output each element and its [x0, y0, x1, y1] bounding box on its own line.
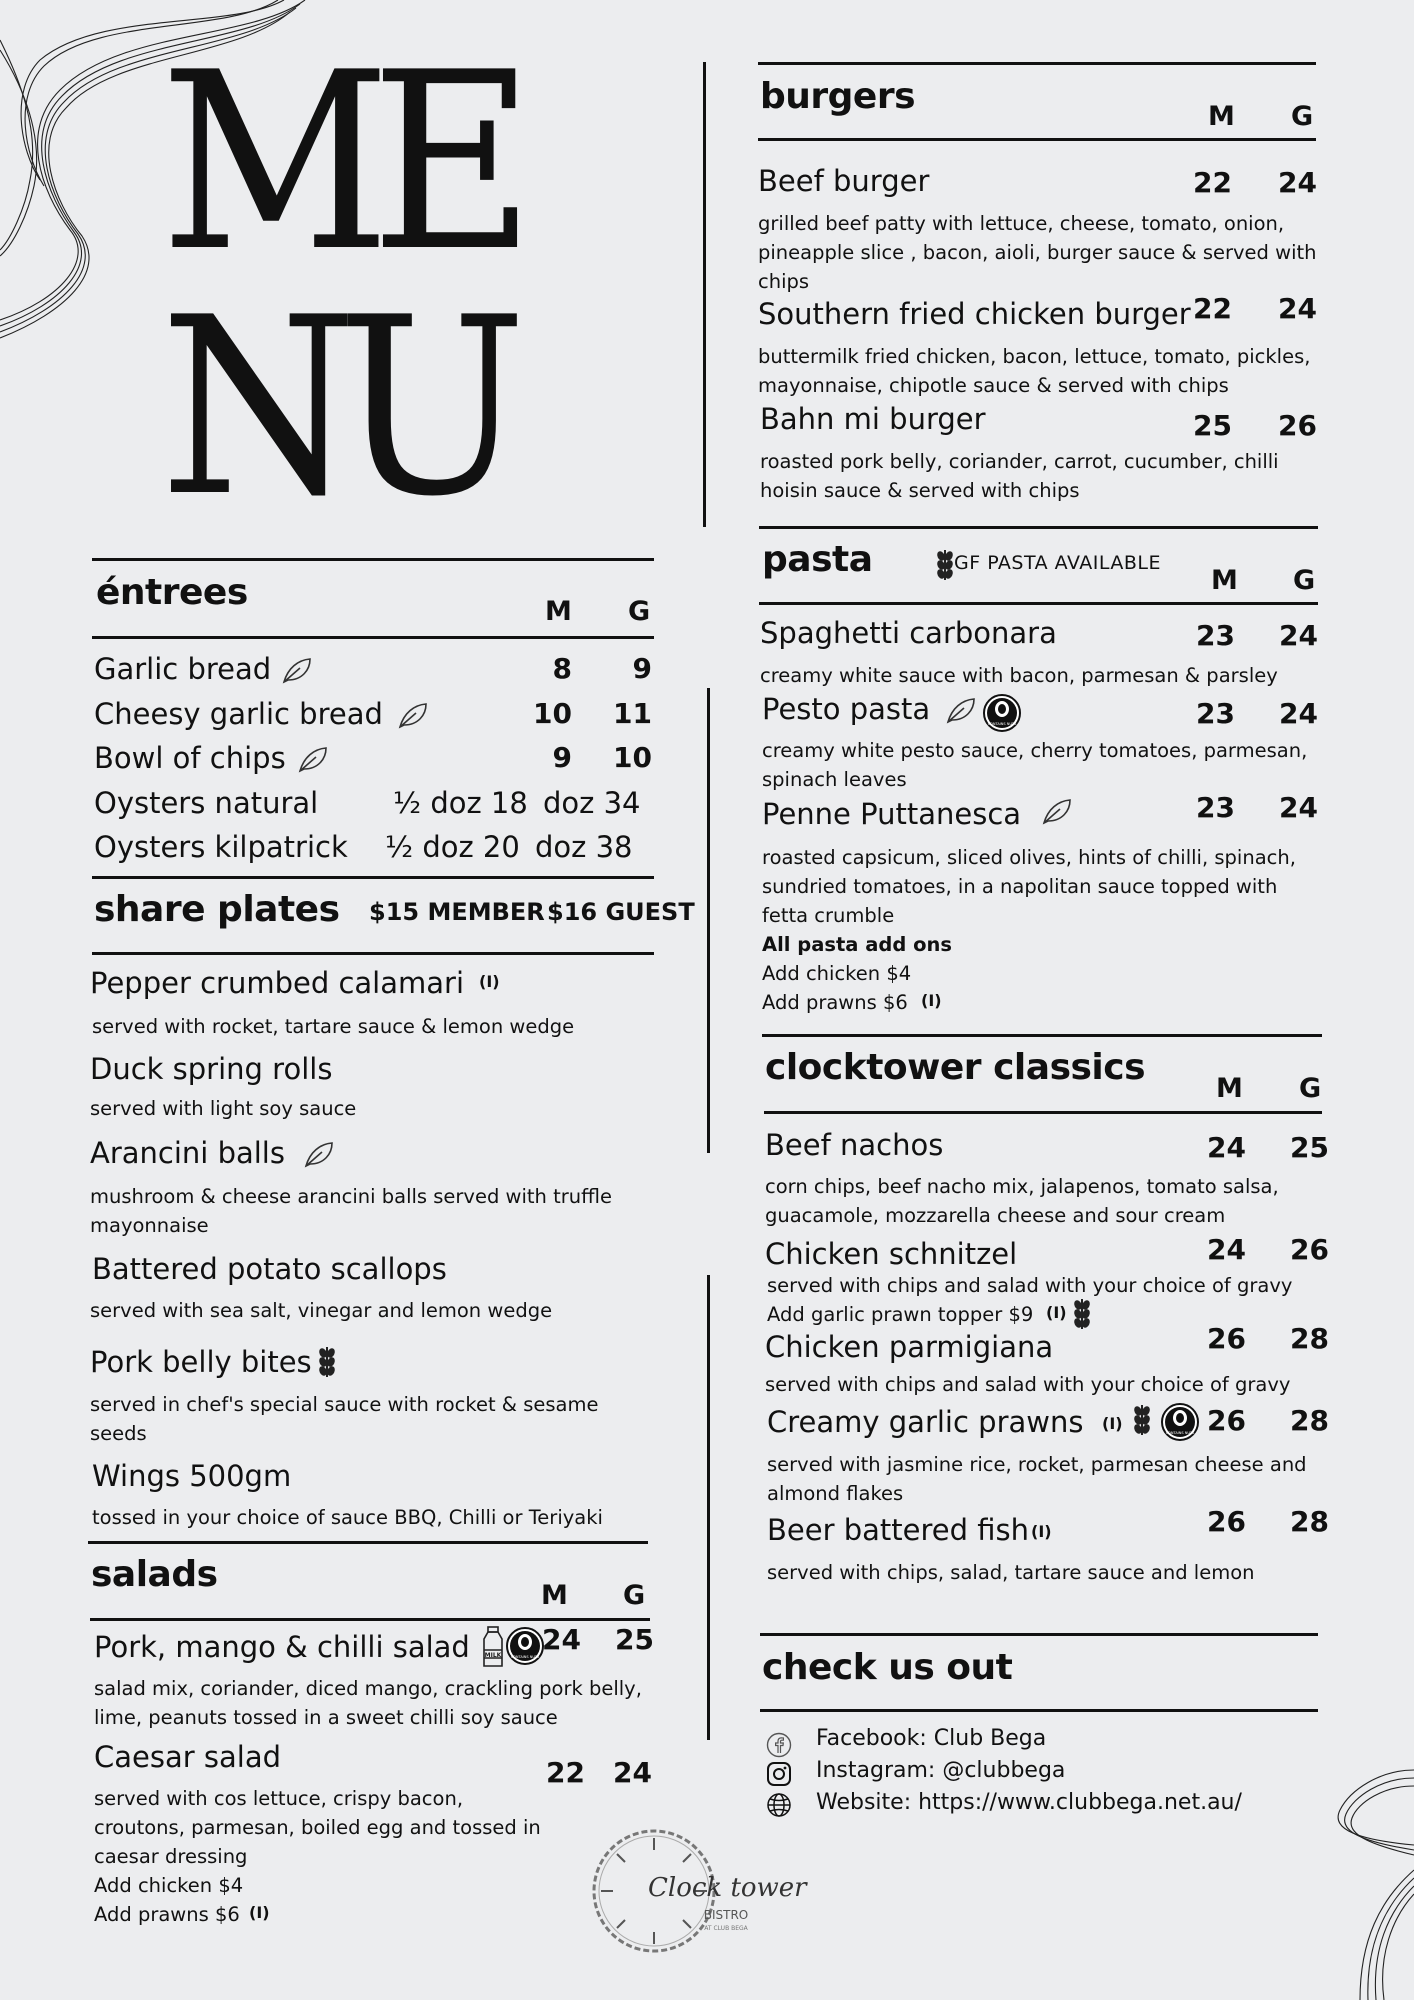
- classic-price-m: 26: [1207, 1505, 1246, 1538]
- entree-name: Oysters kilpatrick: [94, 830, 348, 864]
- leaf-icon: [302, 1140, 336, 1170]
- pasta-addons-title: All pasta add ons: [762, 933, 952, 956]
- divider: [92, 558, 654, 561]
- burger-price-g: 24: [1278, 292, 1317, 325]
- salads-m-label: M: [541, 1580, 568, 1611]
- divider: [88, 1541, 648, 1544]
- salad-price-m: 22: [546, 1756, 585, 1789]
- entree-price-half-doz: ½ doz 18: [393, 786, 528, 820]
- share-item-desc: served with sea salt, vinegar and lemon wedge: [90, 1299, 553, 1322]
- pasta-price-m: 23: [1196, 791, 1235, 824]
- share-item-name: Duck spring rolls: [90, 1052, 333, 1086]
- burger-desc: grilled beef patty with lettuce, cheese, tomato, onion,: [758, 212, 1285, 235]
- entree-name: Bowl of chips: [94, 741, 286, 775]
- divider: [92, 636, 654, 639]
- entree-price-m: 8: [552, 652, 572, 685]
- burgers-m-label: M: [1208, 101, 1235, 132]
- entree-price-half-doz: ½ doz 20: [385, 830, 520, 864]
- pasta-name: Pesto pasta: [762, 692, 931, 726]
- facebook-link[interactable]: Facebook: Club Bega: [816, 1726, 1047, 1751]
- classic-addon-tag: (I): [1046, 1303, 1067, 1322]
- burger-price-g: 24: [1278, 166, 1317, 199]
- divider: [760, 1709, 1318, 1712]
- burger-desc: mayonnaise, chipotle sauce & served with chips: [758, 374, 1229, 397]
- classic-name: Chicken parmigiana: [765, 1330, 1054, 1364]
- divider: [92, 952, 654, 955]
- leaf-icon: [944, 696, 978, 726]
- divider-vertical: [707, 688, 710, 1153]
- salad-addon: Add prawns $6: [94, 1903, 240, 1926]
- clocktower-bistro-logo: [588, 1826, 807, 1956]
- classic-price-m: 26: [1207, 1322, 1246, 1355]
- svg-text:CONTAINS NUTS: CONTAINS NUTS: [510, 1655, 540, 1659]
- divider: [760, 1633, 1318, 1636]
- pasta-desc: roasted capsicum, sliced olives, hints of chilli, spinach,: [762, 846, 1296, 869]
- divider: [92, 876, 654, 879]
- share-plates-heading: share plates: [94, 889, 340, 930]
- classic-price-g: 25: [1290, 1131, 1329, 1164]
- divider: [762, 1034, 1322, 1037]
- burger-name: Southern fried chicken burger: [758, 297, 1191, 331]
- salad-name: Caesar salad: [94, 1740, 281, 1774]
- burger-name: Bahn mi burger: [760, 402, 986, 436]
- pasta-addon: Add prawns $6: [762, 991, 908, 1014]
- svg-text:MILK: MILK: [484, 1652, 502, 1659]
- salad-addon: Add chicken $4: [94, 1874, 244, 1897]
- svg-text:CONTAINS NUTS: CONTAINS NUTS: [987, 722, 1017, 726]
- classic-name: Creamy garlic prawns: [767, 1405, 1084, 1439]
- wheat-icon: [315, 1343, 339, 1379]
- pasta-g-label: G: [1293, 565, 1316, 596]
- pasta-desc: fetta crumble: [762, 904, 895, 927]
- instagram-icon: [766, 1761, 792, 1787]
- classics-m-label: M: [1216, 1073, 1243, 1104]
- classic-desc: served with chips, salad, tartare sauce and lemon: [767, 1561, 1255, 1584]
- classic-name: Beer battered fish: [767, 1513, 1029, 1547]
- share-member-price: $15 MEMBER: [369, 898, 545, 926]
- divider: [90, 1618, 650, 1621]
- share-item-name: Pork belly bites: [90, 1345, 312, 1379]
- divider: [759, 602, 1318, 605]
- divider: [758, 138, 1316, 141]
- share-item-desc: tossed in your choice of sauce BBQ, Chilli or Teriyaki: [92, 1506, 603, 1529]
- divider-vertical: [703, 62, 706, 527]
- burger-desc: hoisin sauce & served with chips: [760, 479, 1080, 502]
- classic-price-g: 28: [1290, 1322, 1329, 1355]
- milk-icon: [481, 1626, 505, 1668]
- entree-name: Oysters natural: [94, 786, 319, 820]
- share-guest-price: $16 GUEST: [547, 898, 695, 926]
- burger-price-m: 22: [1193, 166, 1232, 199]
- pasta-addon-tag: (I): [921, 991, 942, 1010]
- burger-desc: pineapple slice , bacon, aioli, burger sauce & served with: [758, 241, 1317, 264]
- menu-title-line2: NU: [160, 265, 507, 550]
- pasta-price-m: 23: [1196, 697, 1235, 730]
- svg-text:CONTAINS NUTS: CONTAINS NUTS: [1165, 1431, 1195, 1435]
- entrees-heading: éntrees: [96, 572, 248, 613]
- divider-vertical: [707, 1275, 710, 1740]
- share-item-desc: served with rocket, tartare sauce & lemon wedge: [92, 1015, 575, 1038]
- entree-price-g: 10: [613, 741, 652, 774]
- divider: [764, 1111, 1322, 1114]
- entree-price-g: 11: [613, 697, 652, 730]
- share-item-desc: served in chef's special sauce with rocket & sesame: [90, 1393, 599, 1416]
- classic-price-m: 24: [1207, 1233, 1246, 1266]
- nut-badge-icon: [982, 693, 1022, 733]
- website-link[interactable]: Website: https://www.clubbega.net.au/: [816, 1790, 1242, 1815]
- share-item-name: Pepper crumbed calamari: [90, 966, 465, 1000]
- salad-addon-tag: (I): [249, 1903, 270, 1922]
- svg-text:Clock tower: Clock tower: [648, 1873, 807, 1903]
- classics-g-label: G: [1299, 1073, 1322, 1104]
- gf-pasta-note: GF PASTA AVAILABLE: [954, 552, 1161, 574]
- share-item-desc: mushroom & cheese arancini balls served with truffle: [90, 1185, 612, 1208]
- leaf-icon: [1040, 797, 1074, 827]
- share-item-name: Arancini balls: [90, 1136, 285, 1170]
- salad-price-g: 25: [615, 1623, 654, 1656]
- burger-desc: chips: [758, 270, 810, 293]
- classic-desc: almond flakes: [767, 1482, 904, 1505]
- globe-icon: [766, 1792, 792, 1818]
- pasta-price-g: 24: [1279, 697, 1318, 730]
- pasta-heading: pasta: [762, 539, 873, 580]
- burger-desc: buttermilk fried chicken, bacon, lettuce, tomato, pickles,: [758, 345, 1311, 368]
- pasta-desc: creamy white sauce with bacon, parmesan & parsley: [760, 664, 1278, 687]
- classic-price-m: 24: [1207, 1131, 1246, 1164]
- pasta-desc: sundried tomatoes, in a napolitan sauce topped with: [762, 875, 1278, 898]
- check-us-out-heading: check us out: [762, 1647, 1013, 1688]
- burger-price-m: 22: [1193, 292, 1232, 325]
- burgers-heading: burgers: [760, 76, 916, 117]
- share-item-desc: served with light soy sauce: [90, 1097, 357, 1120]
- entrees-g-label: G: [628, 596, 651, 627]
- classic-desc: served with chips and salad with your choice of gravy: [767, 1274, 1293, 1297]
- pasta-price-g: 24: [1279, 619, 1318, 652]
- nut-badge-icon: [1160, 1402, 1200, 1442]
- wheat-icon: [1130, 1401, 1154, 1437]
- pasta-name: Penne Puttanesca: [762, 797, 1022, 831]
- leaf-icon: [396, 701, 430, 731]
- divider: [759, 526, 1318, 529]
- salads-g-label: G: [623, 1580, 646, 1611]
- burger-price-g: 26: [1278, 409, 1317, 442]
- pasta-desc: spinach leaves: [762, 768, 907, 791]
- burgers-g-label: G: [1291, 101, 1314, 132]
- entree-price-g: 9: [632, 652, 652, 685]
- instagram-link[interactable]: Instagram: @clubbega: [816, 1758, 1066, 1783]
- classic-price-g: 26: [1290, 1233, 1329, 1266]
- svg-text:AT CLUB BEGA: AT CLUB BEGA: [704, 1925, 748, 1932]
- classic-item-tag: (I): [1031, 1522, 1052, 1541]
- salad-desc: lime, peanuts tossed in a sweet chilli soy sauce: [94, 1706, 558, 1729]
- burger-desc: roasted pork belly, coriander, carrot, cucumber, chilli: [760, 450, 1279, 473]
- entree-price-doz: doz 38: [535, 830, 633, 864]
- classic-desc: guacamole, mozzarella cheese and sour cream: [765, 1204, 1226, 1227]
- leaf-icon: [296, 745, 330, 775]
- entree-price-doz: doz 34: [543, 786, 641, 820]
- salad-price-g: 24: [613, 1756, 652, 1789]
- classics-heading: clocktower classics: [765, 1047, 1146, 1088]
- pasta-name: Spaghetti carbonara: [760, 616, 1057, 650]
- salad-desc: served with cos lettuce, crispy bacon,: [94, 1787, 464, 1810]
- wheat-icon: [1070, 1295, 1094, 1331]
- salad-desc: croutons, parmesan, boiled egg and tossed in: [94, 1816, 541, 1839]
- classic-name: Chicken schnitzel: [765, 1237, 1018, 1271]
- decorative-swirl-bottom-right: [1320, 1750, 1414, 2000]
- classic-desc: served with chips and salad with your choice of gravy: [765, 1373, 1291, 1396]
- share-item-name: Wings 500gm: [92, 1459, 292, 1493]
- svg-text:BISTRO: BISTRO: [703, 1908, 749, 1922]
- share-item-desc: seeds: [90, 1422, 147, 1445]
- share-item-tag: (I): [479, 972, 500, 991]
- classic-name: Beef nachos: [765, 1128, 944, 1162]
- classic-price-m: 26: [1207, 1404, 1246, 1437]
- share-item-desc: mayonnaise: [90, 1214, 209, 1237]
- salad-desc: caesar dressing: [94, 1845, 248, 1868]
- share-item-name: Battered potato scallops: [92, 1252, 447, 1286]
- pasta-price-m: 23: [1196, 619, 1235, 652]
- leaf-icon: [280, 656, 314, 686]
- classic-desc: served with jasmine rice, rocket, parmesan cheese and: [767, 1453, 1307, 1476]
- entrees-m-label: M: [545, 596, 572, 627]
- burger-name: Beef burger: [758, 164, 930, 198]
- menu-title-line1: ME: [160, 20, 515, 305]
- salads-heading: salads: [91, 1554, 218, 1595]
- classic-price-g: 28: [1290, 1505, 1329, 1538]
- divider: [758, 62, 1316, 65]
- pasta-m-label: M: [1211, 565, 1238, 596]
- burger-price-m: 25: [1193, 409, 1232, 442]
- salad-name: Pork, mango & chilli salad: [94, 1630, 470, 1664]
- pasta-desc: creamy white pesto sauce, cherry tomatoes, parmesan,: [762, 739, 1308, 762]
- salad-desc: salad mix, coriander, diced mango, crackling pork belly,: [94, 1677, 642, 1700]
- classic-desc: corn chips, beef nacho mix, jalapenos, tomato salsa,: [765, 1175, 1279, 1198]
- classic-price-g: 28: [1290, 1404, 1329, 1437]
- entree-name: Garlic bread: [94, 652, 272, 686]
- entree-price-m: 9: [552, 741, 572, 774]
- classic-item-tag: (I): [1102, 1414, 1123, 1433]
- pasta-price-g: 24: [1279, 791, 1318, 824]
- entree-price-m: 10: [533, 697, 572, 730]
- pasta-addon: Add chicken $4: [762, 962, 912, 985]
- salad-price-m: 24: [542, 1623, 581, 1656]
- facebook-icon: [766, 1732, 792, 1758]
- classic-addon: Add garlic prawn topper $9: [767, 1303, 1034, 1326]
- entree-name: Cheesy garlic bread: [94, 697, 383, 731]
